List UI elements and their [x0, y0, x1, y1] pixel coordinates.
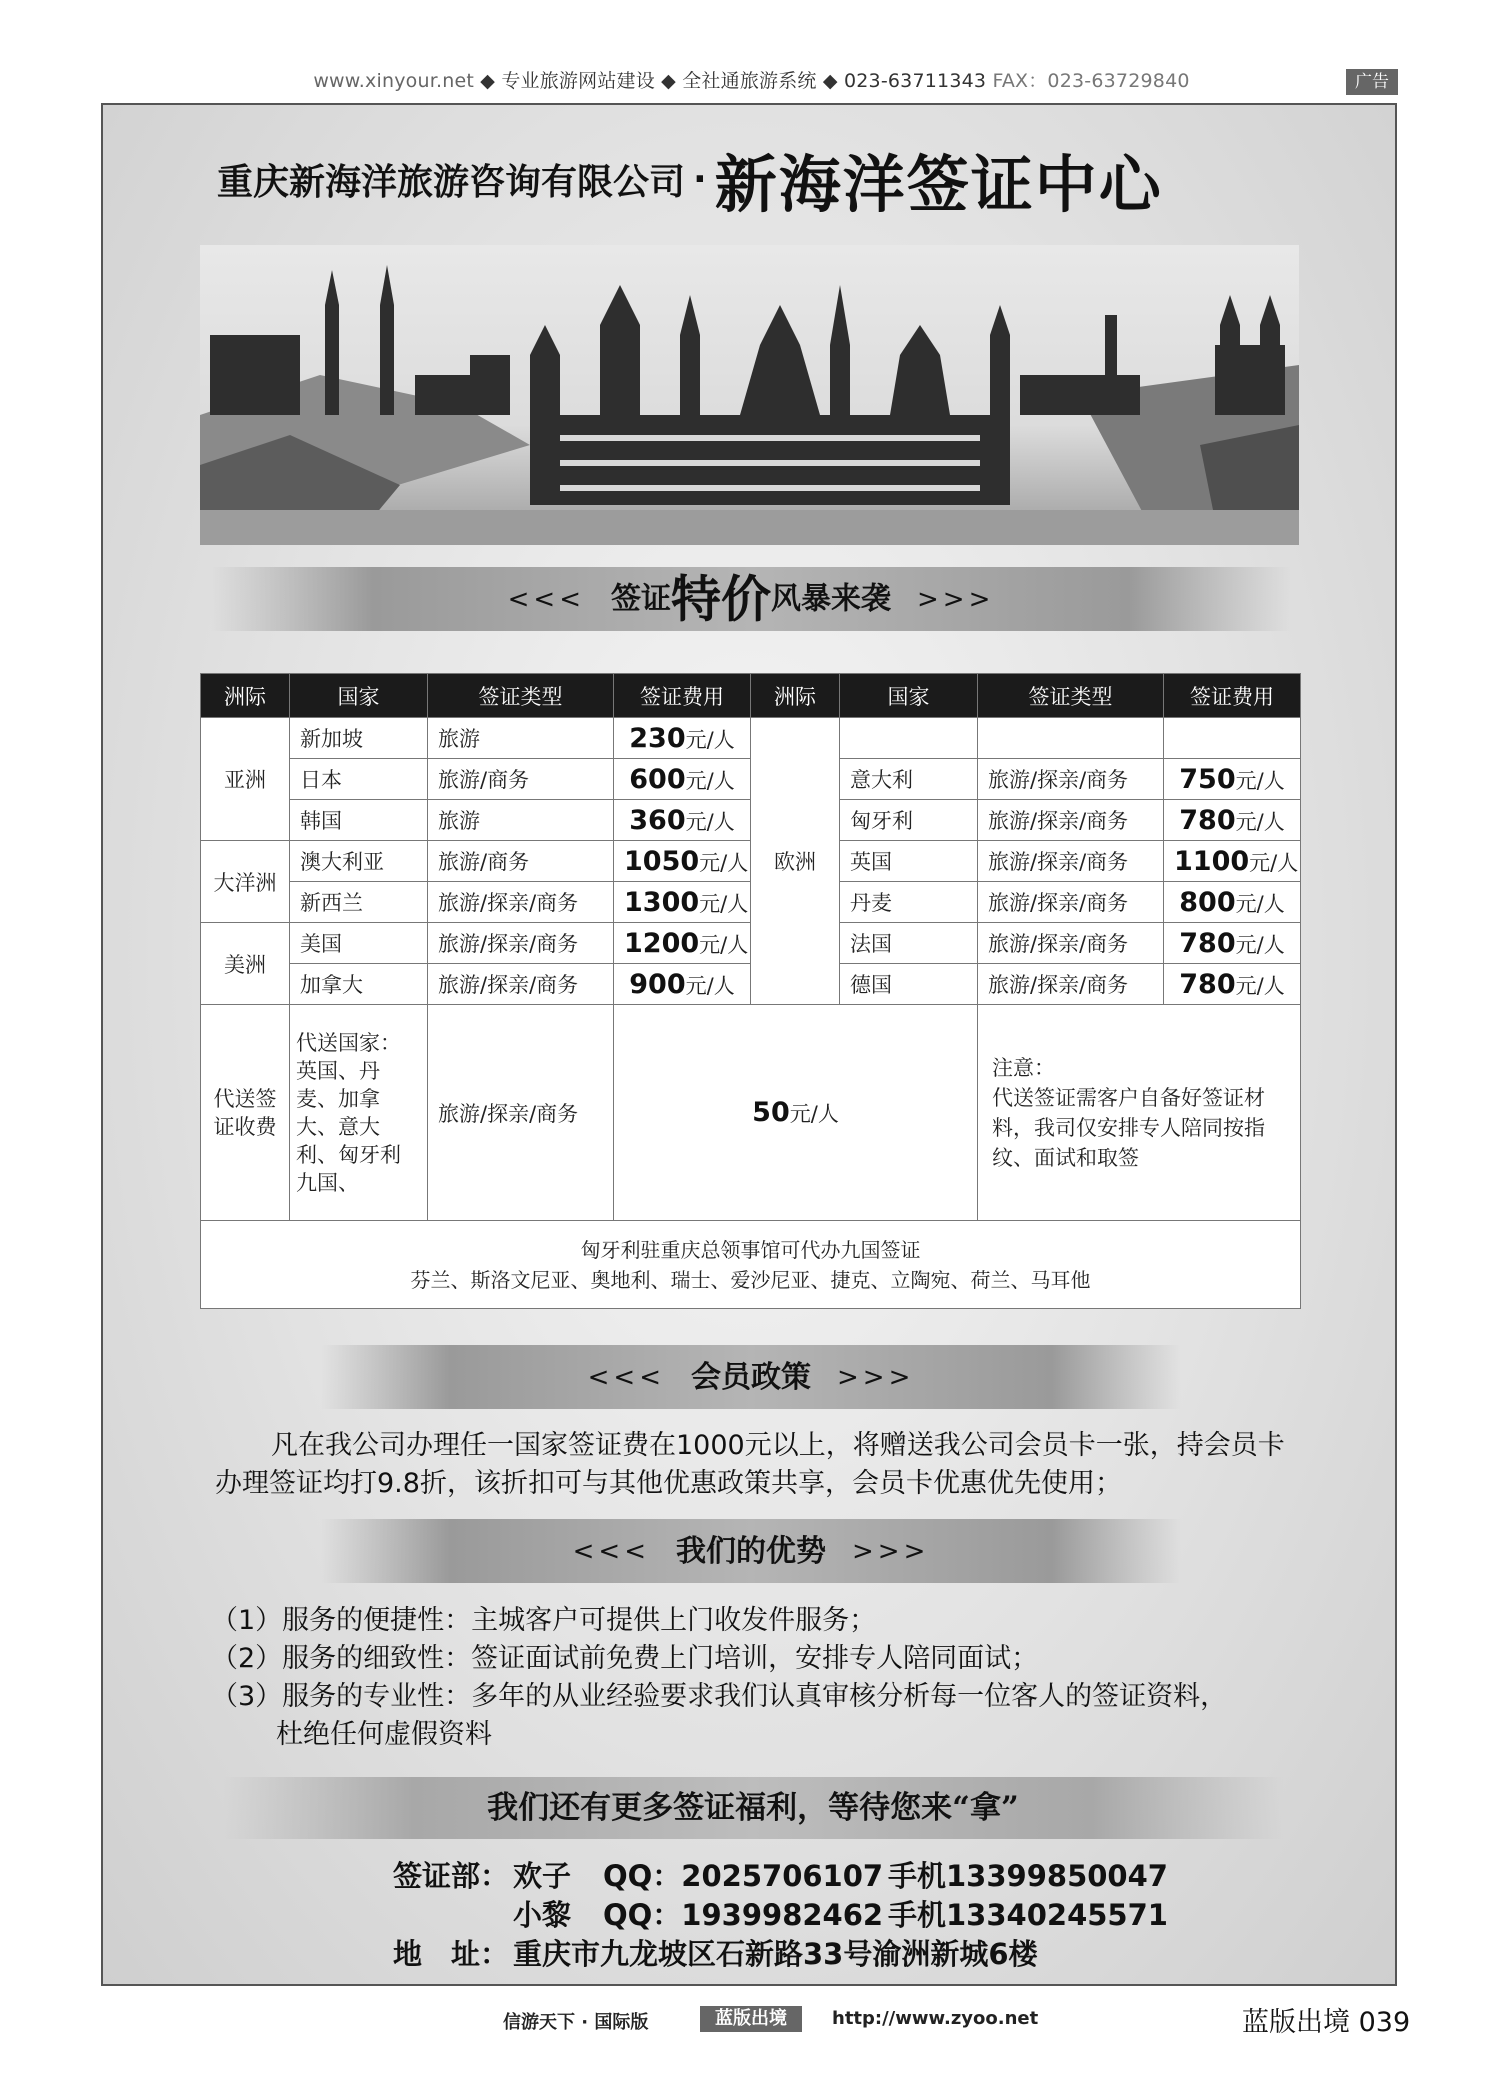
fee-unit: 元/人 — [699, 891, 749, 916]
fee-value: 780 — [1179, 927, 1236, 959]
company-name: 重庆新海洋旅游咨询有限公司 — [217, 162, 686, 203]
visa-type-cell: 旅游/探亲/商务 — [978, 841, 1164, 882]
left-arrows: <<< — [507, 584, 585, 615]
proxy-fee-cell — [614, 1005, 978, 1221]
visa-center-name: 新海洋签证中心 — [714, 148, 1163, 221]
page-number: 蓝版出境 039 — [1242, 2007, 1411, 2038]
advantages-list — [211, 1602, 1311, 1754]
country-cell: 日本 — [290, 759, 428, 800]
fee-value: 360 — [629, 804, 686, 836]
proxy-note — [978, 1005, 1301, 1221]
fee-unit: 元/人 — [1249, 850, 1299, 875]
proxy-countries: 代送国家：英国、丹麦、加拿大、意大利、匈牙利九国、 — [290, 1005, 428, 1221]
fee-cell — [1164, 923, 1301, 964]
proxy-row — [201, 1005, 1301, 1221]
country-cell: 法国 — [840, 923, 978, 964]
special-title — [611, 569, 891, 629]
dept-label: 签证部： — [393, 1859, 510, 1893]
visa-type-cell: 旅游/商务 — [428, 841, 614, 882]
contact-row — [393, 1896, 1168, 1935]
fee-unit: 元/人 — [1235, 932, 1285, 957]
fee-cell — [614, 882, 751, 923]
visa-type-cell: 旅游/探亲/商务 — [978, 759, 1164, 800]
special-title-part1: 签证 — [611, 581, 671, 617]
list-item: （2）服务的细致性：签证面试前免费上门培训，安排专人陪同面试； — [211, 1643, 1039, 1674]
fee-cell — [1164, 718, 1301, 759]
advantages-header — [321, 1519, 1181, 1583]
country-cell: 新加坡 — [290, 718, 428, 759]
proxy-label: 代送签证收费 — [201, 1005, 290, 1221]
skyline-banner-image — [200, 245, 1299, 545]
fee-value: 800 — [1179, 886, 1236, 918]
visa-type-cell — [978, 718, 1164, 759]
service-website: 专业旅游网站建设 — [501, 70, 655, 92]
contact-qq: QQ：2025706107 — [603, 1859, 884, 1893]
col-header: 洲际 — [751, 674, 840, 718]
country-cell: 澳大利亚 — [290, 841, 428, 882]
advantages-title: 我们的优势 — [676, 1533, 826, 1569]
country-cell: 意大利 — [840, 759, 978, 800]
country-cell: 英国 — [840, 841, 978, 882]
address-row — [393, 1935, 1168, 1974]
consulate-line2: 芬兰、斯洛文尼亚、奥地利、瑞士、爱沙尼亚、捷克、立陶宛、荷兰、马耳他 — [410, 1267, 1091, 1292]
visa-type-cell: 旅游/探亲/商务 — [978, 923, 1164, 964]
fee-value: 1100 — [1174, 845, 1250, 877]
fee-cell — [1164, 882, 1301, 923]
continent-cell: 大洋洲 — [201, 841, 290, 923]
note-title: 注意： — [992, 1055, 1055, 1080]
right-arrows: >>> — [837, 1362, 915, 1393]
footer-badge: 蓝版出境 — [700, 2006, 802, 2032]
col-header: 国家 — [290, 674, 428, 718]
member-policy-header — [321, 1345, 1181, 1409]
visa-type-cell: 旅游/探亲/商务 — [978, 800, 1164, 841]
site-url[interactable]: www.xinyour.net — [313, 70, 474, 92]
contact-name: 小黎 — [513, 1898, 572, 1932]
more-benefits-banner: 我们还有更多签证福利，等待您来“拿” — [223, 1777, 1283, 1839]
consulate-line1: 匈牙利驻重庆总领事馆可代办九国签证 — [580, 1237, 921, 1262]
fee-cell — [614, 718, 751, 759]
visa-type-cell: 旅游 — [428, 800, 614, 841]
left-arrows: <<< — [587, 1362, 665, 1393]
fee-unit: 元/人 — [699, 932, 749, 957]
footer-brand: 信游天下 · 国际版 — [503, 2012, 649, 2033]
fee-cell — [1164, 964, 1301, 1005]
col-header: 签证类型 — [428, 674, 614, 718]
fee-value: 1050 — [624, 845, 700, 877]
title-dot: · — [693, 159, 707, 200]
visa-type-cell: 旅游 — [428, 718, 614, 759]
col-header: 洲际 — [201, 674, 290, 718]
table-row — [201, 718, 1301, 759]
fee-value: 1200 — [624, 927, 700, 959]
fee-unit: 元/人 — [1235, 768, 1285, 793]
diamond-icon: ◆ — [480, 70, 496, 92]
visa-type-cell: 旅游/探亲/商务 — [428, 923, 614, 964]
fee-value: 600 — [629, 763, 686, 795]
col-header: 签证类型 — [978, 674, 1164, 718]
col-header: 国家 — [840, 674, 978, 718]
diamond-icon: ◆ — [661, 70, 676, 92]
fee-unit: 元/人 — [699, 850, 749, 875]
contact-qq: QQ：1939982462 — [603, 1898, 884, 1932]
country-cell: 德国 — [840, 964, 978, 1005]
phone-number: 023-63711343 — [843, 70, 987, 92]
fee-unit: 元/人 — [789, 1102, 839, 1126]
fee-unit: 元/人 — [685, 727, 735, 752]
fee-cell — [614, 964, 751, 1005]
member-policy-title: 会员政策 — [691, 1359, 811, 1395]
proxy-fee-value: 50 — [752, 1097, 790, 1128]
table-header-row — [201, 674, 1301, 718]
visa-type-cell: 旅游/探亲/商务 — [978, 882, 1164, 923]
special-title-part2: 特价 — [671, 569, 771, 629]
fee-cell — [1164, 841, 1301, 882]
fax-number: FAX：023-63729840 — [992, 70, 1190, 92]
country-cell — [840, 718, 978, 759]
contact-row — [393, 1857, 1168, 1896]
country-cell: 新西兰 — [290, 882, 428, 923]
country-cell: 加拿大 — [290, 964, 428, 1005]
fee-cell — [614, 841, 751, 882]
fee-value: 780 — [1179, 804, 1236, 836]
contact-name: 欢子 — [513, 1859, 572, 1893]
fee-cell — [1164, 800, 1301, 841]
fee-unit: 元/人 — [1235, 973, 1285, 998]
ad-panel — [101, 103, 1397, 1986]
country-cell: 匈牙利 — [840, 800, 978, 841]
fee-unit: 元/人 — [685, 809, 735, 834]
fee-cell — [614, 759, 751, 800]
ad-tag: 广告 — [1346, 69, 1398, 95]
right-arrows: >>> — [917, 584, 995, 615]
special-offer-header — [211, 567, 1291, 631]
member-policy-text: 凡在我公司办理任一国家签证费在1000元以上，将赠送我公司会员卡一张，持会员卡办理签证均打9.8折，该折扣可与其他优惠政策共享，会员卡优惠优先使用； — [215, 1430, 1285, 1499]
note-body: 代送签证需客户自备好签证材料，我司仅安排专人陪同按指纹、面试和取签 — [992, 1085, 1265, 1170]
consulate-note — [201, 1221, 1301, 1309]
fee-unit: 元/人 — [685, 973, 735, 998]
continent-cell: 亚洲 — [201, 718, 290, 841]
left-arrows: <<< — [572, 1536, 650, 1567]
list-item: （1）服务的便捷性：主城客户可提供上门收发件服务； — [211, 1605, 877, 1636]
address-text: 重庆市九龙坡区石新路33号渝洲新城6楼 — [513, 1937, 1038, 1971]
page-title — [217, 135, 1317, 224]
fee-value: 230 — [629, 722, 686, 754]
fee-cell — [1164, 759, 1301, 800]
visa-type-cell: 旅游/探亲/商务 — [428, 964, 614, 1005]
fee-value: 780 — [1179, 968, 1236, 1000]
service-system: 全社通旅游系统 — [682, 70, 817, 92]
fee-cell — [614, 923, 751, 964]
address-label: 地 址： — [393, 1937, 510, 1971]
top-info-bar — [0, 66, 1503, 93]
fee-unit: 元/人 — [1235, 809, 1285, 834]
fee-unit: 元/人 — [1235, 891, 1285, 916]
footer-url[interactable]: http://www.zyoo.net — [832, 2008, 1039, 2029]
contact-phone: 手机13340245571 — [888, 1898, 1168, 1932]
visa-price-table — [200, 673, 1301, 1309]
visa-type-cell: 旅游/探亲/商务 — [428, 882, 614, 923]
special-title-part3: 风暴来袭 — [771, 581, 891, 617]
list-item: （3）服务的专业性：多年的从业经验要求我们认真审核分析每一位客人的签证资料， — [211, 1681, 1228, 1712]
country-cell: 丹麦 — [840, 882, 978, 923]
proxy-visa-type: 旅游/探亲/商务 — [428, 1005, 614, 1221]
col-header: 签证费用 — [614, 674, 751, 718]
country-cell: 韩国 — [290, 800, 428, 841]
continent-cell: 欧洲 — [751, 718, 840, 1005]
country-cell: 美国 — [290, 923, 428, 964]
contact-block — [393, 1857, 1168, 1974]
visa-type-cell: 旅游/探亲/商务 — [978, 964, 1164, 1005]
visa-type-cell: 旅游/商务 — [428, 759, 614, 800]
fee-cell — [614, 800, 751, 841]
fee-unit: 元/人 — [685, 768, 735, 793]
consulate-row — [201, 1221, 1301, 1309]
skyline-illustration — [200, 245, 1299, 545]
right-arrows: >>> — [852, 1536, 930, 1567]
continent-cell: 美洲 — [201, 923, 290, 1005]
col-header: 签证费用 — [1164, 674, 1301, 718]
fee-value: 1300 — [624, 886, 700, 918]
page-footer — [0, 2006, 1503, 2036]
river-reflection — [200, 510, 1299, 545]
list-item-continuation: 杜绝任何虚假资料 — [276, 1719, 492, 1750]
contact-phone: 手机13399850047 — [888, 1859, 1168, 1893]
fee-value: 900 — [629, 968, 686, 1000]
fee-value: 750 — [1179, 763, 1236, 795]
diamond-icon: ◆ — [822, 70, 838, 92]
